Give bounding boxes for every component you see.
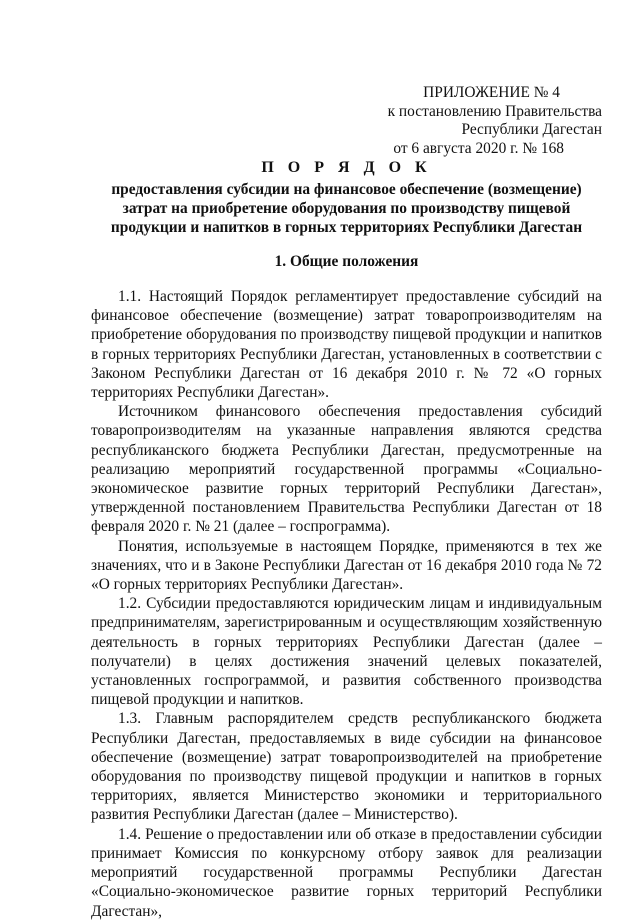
paragraph: 1.1. Настоящий Порядок регламентирует предоставление субсидий на финансовое обеспечение (возмещение) затрат товаропроизводителям на приобретение оборудования по производству пищевой продукции и напитков в горных территориях Республики Дагестан, установленных в соответствии с Законом Республики Дагестан от 16 декабря 2010 г. № 72 «О горных территориях Республики Дагестан».	[91, 288, 602, 402]
paragraph: 1.3. Главным распорядителем средств республиканского бюджета Республики Дагестан, предоставляемых в виде субсидии на финансовое обеспечение (возмещение) затрат товаропроизводителей на приобретение оборудования по производству пищевой продукции и напитков в горных территориях, является Министерство экономики и территориального развития Республики Дагестан (далее – Министерство).	[91, 710, 602, 824]
document-subtitle	[91, 180, 602, 237]
appendix-header	[91, 84, 602, 158]
appendix-date-line: от 6 августа 2020 г. № 168	[393, 139, 564, 157]
subtitle-line: продукции и напитков в горных территориях Республики Дагестан	[110, 219, 583, 236]
document-title: П О Р Я Д О К	[261, 159, 432, 176]
document-body	[91, 287, 602, 921]
appendix-republic-line: Республики Дагестан	[461, 121, 602, 138]
subtitle-line: затрат на приобретение оборудования по производству пищевой	[122, 200, 571, 217]
paragraph: Источником финансового обеспечения предоставления субсидий товаропроизводителям на указанные направления являются средства республиканского бюджета Республики Дагестан, предусмотренные на реализацию мероприятий государственной программы «Социально-экономическое развитие горных территорий Республики Дагестан», утвержденной постановлением Правительства Республики Дагестан от 18 февраля 2020 г. № 21 (далее – госпрограмма).	[91, 403, 602, 536]
paragraph: Понятия, используемые в настоящем Порядке, применяются в тех же значениях, что и в Законе Республики Дагестан от 16 декабря 2010 года № 72 «О горных территориях Республики Дагестан».	[91, 537, 602, 594]
appendix-title: ПРИЛОЖЕНИЕ № 4	[423, 84, 560, 101]
subtitle-line: предоставления субсидии на финансовое обеспечение (возмещение)	[111, 181, 582, 198]
section-heading: 1. Общие положения	[274, 253, 419, 270]
appendix-decree-line: к постановлению Правительства	[387, 102, 602, 120]
paragraph: 1.4. Решение о предоставлении или об отказе в предоставлении субсидии принимает Комиссия по конкурсному отбору заявок для реализации мероприятий государственной программы Республики Дагестан «Социально-экономическое развитие горных территорий Республики Дагестан»,	[91, 825, 602, 920]
paragraph: 1.2. Субсидии предоставляются юридическим лицам и индивидуальным предпринимателям, зарегистрированным и осуществляющим хозяйственную деятельность в горных территориях Республики Дагестан (далее – получатели) в целях достижения значений целевых показателей, установленных госпрограммой, и развития собственного производства пищевой продукции и напитков.	[91, 595, 602, 709]
